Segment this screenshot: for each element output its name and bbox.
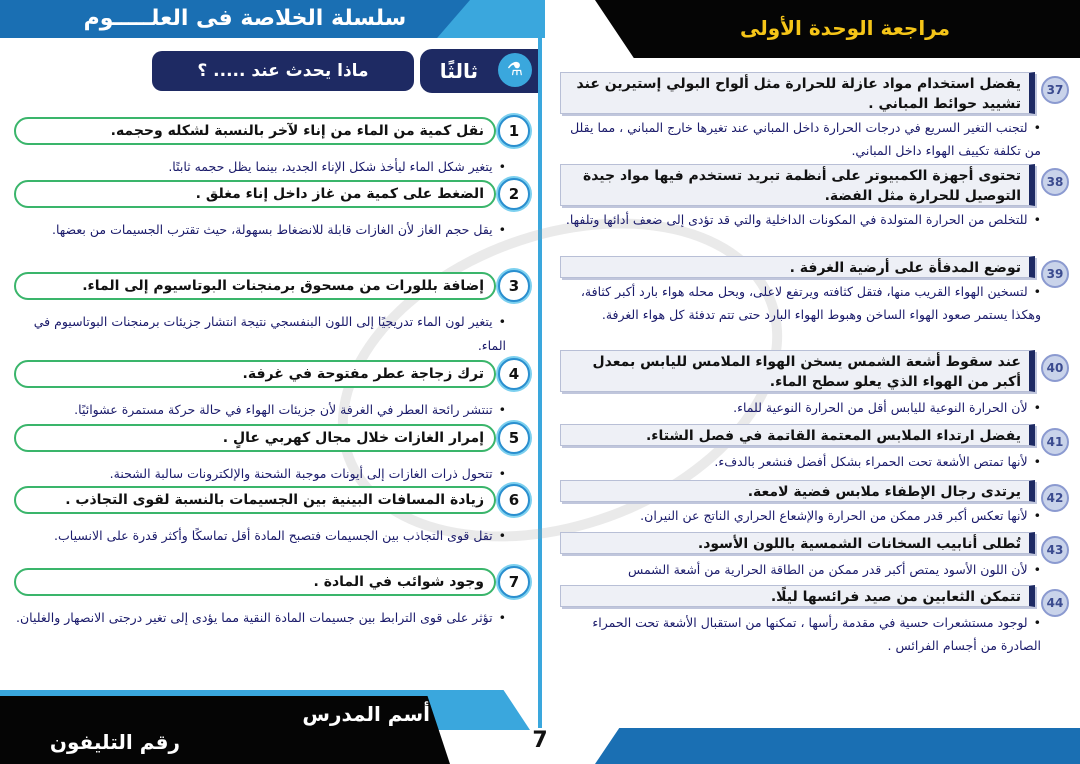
item-number: 4: [498, 358, 530, 390]
item-answer: • لوجود مستشعرات حسية في مقدمة رأسها ، تمكنها من استقبال الأشعة تحت الحمراء الصادرة من أجسام الفرائس .: [560, 611, 1041, 657]
item-answer: • يقل حجم الغاز لأن الغازات قابلة للانضغاط بسهولة، حيث تقترب الجسيمات من بعضها.: [10, 218, 506, 242]
item-question: تحتوى أجهزة الكمبيوتر على أنظمة تبريد تستخدم فيها مواد جيدة التوصيل للحرارة مثل الفضة.: [560, 164, 1035, 206]
left-item: [10, 115, 534, 175]
series-title: سلسلة الخلاصة فى العلـــــوم: [83, 6, 407, 31]
item-question: نقل كمية من الماء من إناء لآخر بالنسبة لشكله وحجمه.: [14, 117, 496, 145]
column-divider: [538, 38, 542, 728]
item-question: يفضل استخدام مواد عازلة للحرارة مثل ألواح البولي إستيرين عند تشييد حوائط المباني .: [560, 72, 1035, 114]
item-answer: • لأن الحرارة النوعية لليابس أقل من الحرارة النوعية للماء.: [560, 396, 1041, 419]
item-number: 38: [1041, 168, 1069, 196]
item-answer: • لأنها تعكس أكبر قدر ممكن من الحرارة والإشعاع الحراري الناتج عن النيران.: [560, 504, 1041, 527]
science-icon: ⚗: [498, 53, 532, 87]
item-answer: • لأن اللون الأسود يمتص أكبر قدر ممكن من الطاقة الحرارية من أشعة الشمس: [560, 558, 1041, 581]
item-question: زيادة المسافات البينية بين الجسيمات بالنسبة لقوى التجاذب .: [14, 486, 496, 514]
section-badge: ثالثًا: [420, 49, 538, 93]
item-number: 41: [1041, 428, 1069, 456]
item-answer: • للتخلص من الحرارة المتولدة في المكونات الداخلية والتي قد تؤدى إلى ضعف أدائها وتلفها.: [560, 208, 1041, 231]
right-item: [560, 164, 1075, 256]
item-question: الضغط على كمية من غاز داخل إناء مغلق .: [14, 180, 496, 208]
item-question: إمرار الغازات خلال مجال كهربي عالٍ .: [14, 424, 496, 452]
item-number: 43: [1041, 536, 1069, 564]
item-question: يرتدى رجال الإطفاء ملابس فضية لامعة.: [560, 480, 1035, 502]
item-number: 40: [1041, 354, 1069, 382]
right-item: [560, 480, 1075, 530]
item-number: 44: [1041, 589, 1069, 617]
item-number: 2: [498, 178, 530, 210]
left-item: [10, 270, 534, 353]
phone-number: رقم التليفون: [49, 730, 180, 754]
item-question: وجود شوائب في المادة .: [14, 568, 496, 596]
right-item: [560, 424, 1075, 476]
footer-right-bar: [595, 728, 1080, 764]
item-number: 37: [1041, 76, 1069, 104]
item-number: 42: [1041, 484, 1069, 512]
left-item: [10, 178, 534, 258]
right-item: [560, 72, 1075, 164]
item-number: 6: [498, 484, 530, 516]
item-question: تتمكن الثعابين من صيد فرائسها ليلًا.: [560, 585, 1035, 607]
right-item: [560, 532, 1075, 584]
item-number: 39: [1041, 260, 1069, 288]
left-item: [10, 422, 534, 482]
item-question: يفضل ارتداء الملابس المعتمة القاتمة في فصل الشتاء.: [560, 424, 1035, 446]
item-number: 5: [498, 422, 530, 454]
right-item: [560, 256, 1075, 350]
section-title: ماذا يحدث عند ..... ؟: [152, 51, 414, 91]
right-item: [560, 585, 1075, 665]
item-number: 7: [498, 566, 530, 598]
page-number: 7: [532, 728, 548, 753]
item-number: 1: [498, 115, 530, 147]
item-answer: • لتجنب التغير السريع في درجات الحرارة داخل المباني عند تغيرها خارج المباني ، مما يقلل من تكلفة تكييف الهواء داخل المباني.: [560, 116, 1041, 162]
item-number: 3: [498, 270, 530, 302]
item-question: تُطلى أنابيب السخانات الشمسية باللون الأسود.: [560, 532, 1035, 554]
right-item: [560, 350, 1075, 422]
item-answer: • تتحول ذرات الغازات إلى أيونات موجبة الشحنة والإلكترونات سالبة الشحنة.: [10, 462, 506, 486]
item-answer: • لأنها تمتص الأشعة تحت الحمراء بشكل أفضل فنشعر بالدفء.: [560, 450, 1041, 473]
item-answer: • تقل قوى التجاذب بين الجسيمات فتصبح المادة أقل تماسكًا وأكثر قدرة على الانسياب.: [10, 524, 506, 548]
left-item: [10, 566, 534, 646]
item-answer: • لتسخين الهواء القريب منها، فتقل كثافته ويرتفع لاعلى، ويحل محله هواء بارد أكبر كثافة، وهكذا يستمر صعود الهواء الساخن وهبوط الهواء البارد حتى تتم تدفئة كل هواء الغرفة.: [560, 280, 1041, 326]
item-question: إضافة بللورات من مسحوق برمنجنات البوتاسيوم إلى الماء.: [14, 272, 496, 300]
item-question: عند سقوط أشعة الشمس يسخن الهواء الملامس لليابس بمعدل أكبر من الهواء الذي يعلو سطح الماء.: [560, 350, 1035, 392]
left-item: [10, 358, 534, 418]
item-answer: • تنتشر رائحة العطر في الغرفة لأن جزيئات الهواء في حالة حركة مستمرة عشوائيًا.: [10, 398, 506, 422]
teacher-name: أسم المدرس: [302, 702, 430, 726]
left-item: [10, 484, 534, 564]
unit-review-title: مراجعة الوحدة الأولى: [739, 16, 950, 40]
item-answer: • يتغير شكل الماء ليأخذ شكل الإناء الجديد، بينما يظل حجمه ثابتًا.: [10, 155, 506, 179]
item-question: توضع المدفأة على أرضية الغرفة .: [560, 256, 1035, 278]
item-answer: • تؤثر على قوى الترابط بين جسيمات المادة النقية مما يؤدى إلى تغير درجتى الانصهار والغليان.: [10, 606, 506, 630]
item-question: ترك زجاجة عطر مفتوحة في غرفة.: [14, 360, 496, 388]
item-answer: • يتغير لون الماء تدريجيًا إلى اللون البنفسجي نتيجة انتشار جزيئات برمنجنات البوتاسيوم في الماء.: [10, 310, 506, 358]
